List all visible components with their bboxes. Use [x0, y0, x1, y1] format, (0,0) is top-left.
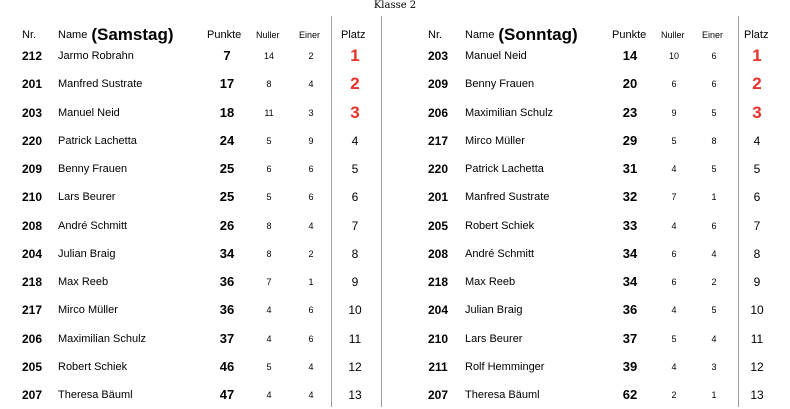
cell-nuller: 5 [266, 361, 272, 372]
cell-nr: 204 [21, 246, 43, 261]
cell-name: Manfred Sustrate [465, 191, 550, 204]
cell-name: Patrick Lachetta [58, 134, 137, 147]
cell-einer: 5 [711, 164, 717, 174]
cell-nr: 201 [21, 77, 43, 92]
cell-einer: 6 [711, 220, 717, 231]
cell-nuller: 4 [266, 333, 272, 344]
col-header-einer: Einer [299, 30, 321, 40]
cell-punkte: 7 [223, 48, 231, 63]
cell-nuller: 10 [668, 51, 679, 61]
cell-nr: 203 [21, 105, 43, 120]
cell-name: Maximilian Schulz [465, 106, 554, 119]
cell-punkte: 36 [622, 302, 638, 318]
cell-platz: 11 [348, 331, 362, 346]
page-title: Klasse 2 [373, 0, 417, 11]
cell-nr: 207 [21, 388, 43, 402]
cell-einer: 5 [711, 107, 717, 118]
cell-nr: 207 [427, 388, 449, 402]
cell-nuller: 7 [671, 192, 677, 203]
cell-einer: 4 [308, 79, 314, 90]
cell-platz: 11 [750, 331, 764, 346]
cell-nr: 211 [428, 359, 448, 374]
cell-nuller: 2 [671, 390, 677, 400]
cell-einer: 1 [711, 192, 717, 203]
cell-punkte: 25 [219, 161, 235, 176]
cell-platz: 4 [753, 133, 761, 148]
day-label-sunday: (Sonntag) [498, 25, 578, 44]
cell-platz: 12 [750, 359, 764, 374]
divider-center [381, 16, 382, 407]
cell-nuller: 6 [266, 164, 272, 174]
cell-platz: 6 [753, 190, 761, 205]
cell-einer: 6 [711, 79, 717, 90]
cell-name: Rolf Hemminger [465, 360, 545, 373]
cell-name: Max Reeb [465, 276, 516, 288]
cell-nuller: 4 [671, 164, 677, 174]
cell-punkte: 33 [622, 217, 638, 233]
cell-punkte: 34 [622, 274, 638, 289]
cell-platz: 4 [351, 133, 359, 148]
cell-einer: 2 [711, 277, 717, 287]
cell-platz: 8 [351, 246, 359, 261]
cell-nr: 204 [427, 303, 449, 318]
table-sunday [408, 0, 790, 407]
cell-nuller: 5 [671, 135, 677, 146]
cell-platz: 2 [752, 74, 762, 94]
cell-nuller: 8 [266, 248, 272, 259]
cell-nuller: 11 [264, 107, 274, 118]
cell-punkte: 62 [622, 387, 638, 402]
cell-nr: 218 [427, 275, 449, 289]
cell-name: Maximilian Schulz [58, 332, 147, 345]
cell-name: Robert Schiek [465, 219, 535, 232]
col-header-platz: Platz [744, 29, 769, 41]
cell-name: Lars Beurer [58, 191, 116, 204]
table-saturday [0, 0, 380, 407]
cell-nr: 218 [21, 275, 43, 289]
cell-nuller: 4 [671, 305, 677, 316]
cell-punkte: 25 [219, 189, 235, 205]
cell-punkte: 34 [622, 245, 638, 261]
cell-name: Theresa Bäuml [58, 389, 133, 401]
cell-platz: 7 [351, 218, 359, 233]
cell-nuller: 4 [671, 361, 677, 372]
cell-platz: 1 [752, 46, 762, 65]
cell-nuller: 9 [671, 107, 677, 118]
name-label: Name [58, 29, 88, 41]
cell-nr: 220 [427, 162, 449, 176]
cell-name: Julian Braig [465, 304, 523, 317]
cell-einer: 6 [308, 305, 314, 316]
cell-punkte: 24 [219, 132, 235, 148]
cell-nuller: 8 [266, 220, 272, 231]
cell-platz: 6 [351, 190, 359, 205]
cell-name: Max Reeb [58, 276, 109, 288]
cell-name: Manfred Sustrate [58, 78, 143, 91]
cell-name: Patrick Lachetta [465, 163, 544, 175]
cell-nr: 217 [21, 303, 43, 318]
cell-nr: 217 [427, 133, 449, 148]
cell-punkte: 32 [622, 189, 638, 205]
cell-einer: 2 [308, 248, 314, 259]
cell-name: André Schmitt [465, 247, 535, 260]
cell-nr: 206 [427, 105, 449, 120]
cell-einer: 1 [308, 277, 314, 287]
cell-nuller: 6 [671, 79, 677, 90]
cell-einer: 8 [711, 135, 717, 146]
cell-nuller: 4 [266, 390, 272, 400]
cell-platz: 5 [753, 162, 761, 176]
cell-punkte: 34 [219, 245, 235, 261]
cell-nr: 220 [21, 133, 43, 148]
cell-punkte: 26 [219, 217, 235, 233]
cell-einer: 3 [711, 361, 717, 372]
cell-nuller: 5 [266, 192, 272, 203]
col-header-einer: Einer [702, 30, 724, 40]
cell-platz: 13 [750, 388, 764, 402]
cell-nr: 210 [21, 190, 43, 205]
cell-punkte: 36 [219, 274, 235, 289]
col-header-platz: Platz [341, 29, 366, 41]
cell-einer: 6 [711, 51, 717, 61]
cell-nr: 203 [427, 49, 449, 63]
cell-nuller: 6 [671, 277, 677, 287]
cell-einer: 9 [308, 135, 314, 146]
cell-nr: 209 [21, 162, 43, 176]
cell-nuller: 4 [266, 305, 272, 316]
cell-punkte: 20 [622, 76, 638, 92]
cell-einer: 4 [308, 390, 314, 400]
col-header-nuller: Nuller [256, 30, 280, 40]
cell-platz: 10 [348, 303, 362, 318]
col-header-nr: Nr. [428, 29, 443, 41]
cell-punkte: 29 [622, 132, 638, 148]
cell-einer: 6 [308, 333, 314, 344]
cell-platz: 7 [753, 218, 761, 233]
cell-einer: 3 [308, 107, 314, 118]
cell-platz: 10 [750, 303, 764, 318]
cell-name: Lars Beurer [465, 332, 523, 345]
cell-punkte: 37 [622, 330, 638, 346]
cell-punkte: 47 [219, 387, 235, 402]
cell-einer: 6 [308, 192, 314, 203]
cell-name: Theresa Bäuml [465, 389, 540, 401]
cell-einer: 4 [711, 248, 717, 259]
cell-name: Jarmo Robrahn [58, 50, 134, 62]
cell-einer: 6 [308, 164, 314, 174]
col-header-nr: Nr. [22, 29, 37, 41]
cell-nr: 201 [427, 190, 449, 205]
cell-punkte: 23 [622, 104, 638, 120]
cell-punkte: 14 [622, 48, 638, 63]
cell-platz: 8 [753, 246, 761, 261]
cell-nuller: 5 [671, 333, 677, 344]
cell-name: André Schmitt [58, 219, 128, 232]
cell-einer: 5 [711, 305, 717, 316]
cell-einer: 4 [308, 220, 314, 231]
cell-nr: 208 [21, 218, 43, 233]
day-label-saturday: (Samstag) [91, 25, 174, 44]
cell-nr: 205 [21, 359, 43, 374]
cell-einer: 1 [711, 390, 717, 400]
cell-einer: 4 [711, 333, 717, 344]
col-header-nuller: Nuller [661, 30, 685, 40]
cell-name: Mirco Müller [58, 304, 118, 317]
cell-name: Robert Schiek [58, 360, 128, 373]
cell-name: Manuel Neid [465, 50, 527, 62]
cell-platz: 12 [348, 359, 362, 374]
cell-punkte: 39 [622, 358, 638, 374]
cell-platz: 3 [752, 102, 762, 122]
cell-name: Benny Frauen [465, 78, 535, 91]
cell-nr: 209 [427, 77, 449, 92]
cell-nuller: 14 [263, 51, 274, 61]
cell-platz: 3 [350, 102, 360, 122]
col-header-punkte: Punkte [207, 29, 242, 41]
cell-name: Mirco Müller [465, 134, 525, 147]
cell-platz: 2 [350, 74, 360, 94]
cell-einer: 4 [308, 361, 314, 372]
cell-einer: 2 [308, 51, 314, 61]
cell-punkte: 17 [219, 76, 235, 92]
cell-nuller: 6 [671, 248, 677, 259]
cell-nuller: 8 [266, 79, 272, 90]
cell-platz: 1 [350, 46, 360, 65]
cell-nuller: 5 [266, 135, 272, 146]
col-header-punkte: Punkte [612, 29, 647, 41]
name-label: Name [465, 29, 495, 41]
cell-nuller: 4 [671, 220, 677, 231]
cell-punkte: 18 [219, 104, 235, 120]
cell-name: Julian Braig [58, 247, 116, 260]
cell-nr: 206 [21, 331, 43, 346]
cell-nr: 205 [427, 218, 449, 233]
cell-platz: 13 [348, 388, 362, 402]
cell-nuller: 7 [266, 277, 272, 287]
cell-name: Manuel Neid [58, 106, 120, 119]
cell-nr: 212 [21, 49, 43, 63]
cell-platz: 5 [351, 162, 359, 176]
cell-punkte: 46 [219, 358, 235, 374]
cell-platz: 9 [753, 275, 761, 289]
cell-name: Benny Frauen [58, 163, 128, 175]
cell-punkte: 31 [622, 161, 638, 176]
cell-platz: 9 [351, 275, 359, 289]
cell-nr: 210 [427, 331, 449, 346]
cell-nr: 208 [427, 246, 449, 261]
cell-punkte: 36 [219, 302, 235, 318]
cell-punkte: 37 [219, 330, 235, 346]
